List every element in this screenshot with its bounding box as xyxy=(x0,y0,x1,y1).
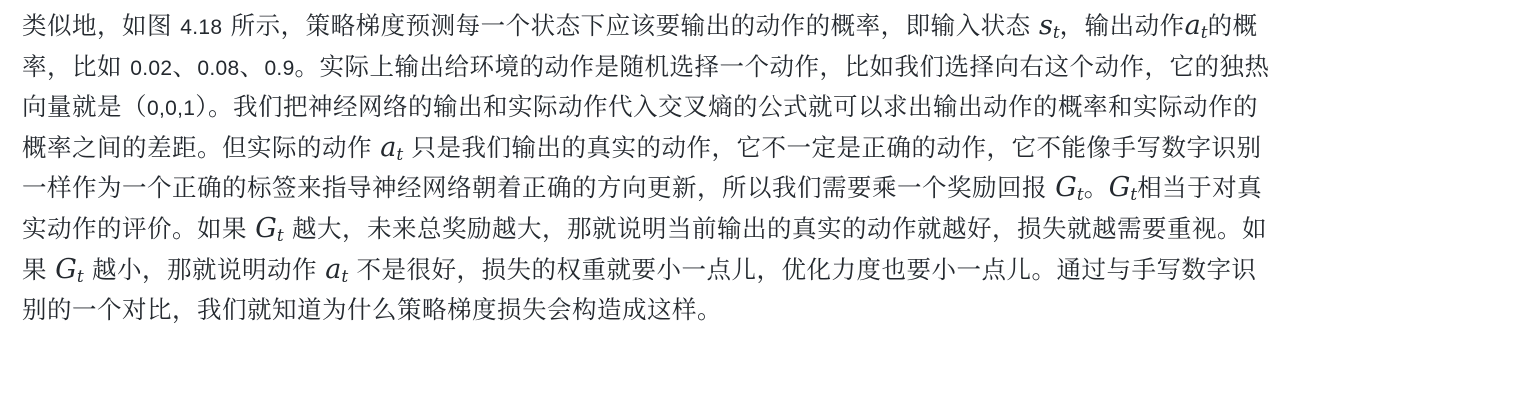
math-symbol: a xyxy=(1184,10,1201,41)
text-run: 的概 xyxy=(1207,11,1258,40)
math-symbol: a xyxy=(380,131,397,163)
math-subscript: t xyxy=(1130,185,1138,206)
math-symbol: G xyxy=(255,212,277,244)
probability-value: 0.9 xyxy=(264,56,295,80)
math-G-t xyxy=(55,254,83,285)
probability-value: 0.08 xyxy=(197,56,240,80)
text-run: 别的一个对比，我们就知道为什么策略梯度损失会构造成这样。 xyxy=(22,295,722,325)
text-line-6 xyxy=(22,209,1523,250)
text-line-5 xyxy=(22,168,1523,209)
text-run: 率，比如 xyxy=(22,51,131,81)
text-run: ，输出动作 xyxy=(1059,11,1185,40)
math-subscript: t xyxy=(1052,23,1060,43)
math-subscript: t xyxy=(1200,23,1208,43)
text-run: ）。我们把神经网络的输出和实际动作代入交叉熵的公式就可以求出输出动作的概率和实际动作的 xyxy=(195,92,1258,122)
probability-value: 0.02 xyxy=(130,56,173,80)
text-run: 越大，未来总奖励越大，那就说明当前输出的真实的动作就越好，损失就越需要重视。如 xyxy=(283,213,1268,243)
paragraph-policy-gradient-explanation xyxy=(22,6,1523,331)
math-symbol: G xyxy=(55,253,77,285)
math-symbol: a xyxy=(325,253,342,285)
text-line-2 xyxy=(22,47,1523,88)
text-line-1 xyxy=(22,6,1523,47)
text-run: 。 xyxy=(1083,173,1109,203)
text-run: 概率之间的差距。但实际的动作 xyxy=(22,132,381,162)
text-line-3 xyxy=(22,87,1523,128)
math-symbol: s xyxy=(1038,10,1053,41)
math-subscript: t xyxy=(76,266,84,287)
text-line-7 xyxy=(22,250,1523,291)
math-G-t xyxy=(1055,172,1084,206)
text-run: 、 xyxy=(172,51,198,81)
math-G-t xyxy=(1108,172,1138,206)
math-subscript: t xyxy=(276,225,284,246)
math-subscript: t xyxy=(396,144,404,165)
text-run: 果 xyxy=(22,254,56,284)
math-a-t xyxy=(380,132,403,163)
text-line-4 xyxy=(22,128,1523,169)
math-symbol: G xyxy=(1108,172,1131,204)
text-run: 。实际上输出给环境的动作是随机选择一个动作，比如我们选择向右这个动作，它的独热 xyxy=(294,51,1270,81)
text-run: 类似地，如图 xyxy=(22,11,181,40)
text-run: 、 xyxy=(239,51,265,81)
math-a-t xyxy=(1185,10,1208,41)
text-line-8 xyxy=(22,290,1523,331)
text-run: 一样作为一个正确的标签来指导神经网络朝着正确的方向更新，所以我们需要乘一个奖励回报 xyxy=(22,173,1056,203)
math-s-t xyxy=(1039,10,1060,41)
text-run: 相当于对真 xyxy=(1137,173,1263,203)
text-run: 所示，策略梯度预测每一个状态下应该要输出的动作的概率，即输入状态 xyxy=(222,11,1039,40)
math-G-t xyxy=(255,213,283,244)
one-hot-vector: 0,0,1 xyxy=(147,97,196,121)
text-run: 向量就是（ xyxy=(22,92,147,122)
math-subscript: t xyxy=(1076,185,1084,206)
figure-reference: 4.18 xyxy=(180,16,223,39)
text-run: 只是我们输出的真实的动作，它不一定是正确的动作，它不能像手写数字识别 xyxy=(403,132,1262,162)
text-run: 实动作的评价。如果 xyxy=(22,213,256,243)
text-run: 越小，那就说明动作 xyxy=(83,254,326,284)
math-subscript: t xyxy=(341,266,349,287)
text-run: 不是很好，损失的权重就要小一点儿，优化力度也要小一点儿。通过与手写数字识 xyxy=(348,254,1257,284)
math-a-t xyxy=(325,254,348,285)
math-symbol: G xyxy=(1055,172,1077,204)
